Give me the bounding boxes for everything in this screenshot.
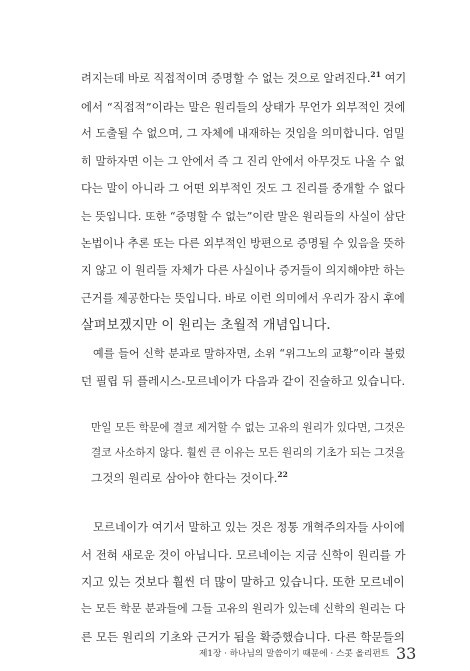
body-line-p3-4: 는 모든 학문 분과들에 그들 고유의 원리가 있는데 신학의 원리는 다: [81, 602, 406, 615]
body-line-p1-9: 근거를 제공한다는 뜻입니다. 바로 이런 의미에서 우리가 잠시 후에: [81, 292, 405, 305]
body-line-p2-1: 예를 들어 신학 분과로 말하자면, 소위 “위그노의 교황”이라 불렀: [93, 347, 406, 360]
body-line-p1-1: 려지는데 바로 직접적이며 증명할 수 없는 것으로 알려진다.$^{21}$ 여기: [81, 70, 407, 85]
body-line-p3-2: 서 전혀 새로운 것이 아닙니다. 모르네이는 지금 신학이 원리를 가: [81, 548, 406, 562]
footnote-ref-22: 22: [277, 470, 288, 479]
body-line-p3-3: 지고 있는 것보다 훨씬 더 많이 말하고 있습니다. 또한 모르네이: [81, 575, 405, 589]
running-head: 제1장 · 하나님의 말씀이기 때문에 · 스콧 올리펀트: [199, 649, 390, 659]
quote-line-1: 만일 모든 학문에 결코 제거할 수 없는 고유의 원리가 있다면, 그것은: [91, 421, 405, 434]
body-line-p1-6: 는 뜻입니다. 또한 “증명할 수 없는”이란 말은 원리들의 사실이 삼단: [81, 210, 406, 223]
quote-line-2: 결코 사소하지 않다. 훨씬 큰 이유는 모든 원리의 기초가 되는 그것을: [91, 446, 405, 459]
body-line-p1-3: 서 도출될 수 없으며, 그 자체에 내재하는 것임을 의미합니다. 엄밀: [81, 127, 405, 140]
footnote-ref-21: 21: [370, 70, 381, 79]
quote-line-3: 그것의 원리로 삼아야 한다는 것이다.$^{22}$: [91, 470, 288, 485]
body-line-p1-10: 살펴보겠지만 이 원리는 초월적 개념입니다.: [81, 318, 331, 333]
body-line-p3-5: 른 모든 원리의 기초와 근거가 됨을 확증했습니다. 다른 학문들의: [81, 630, 405, 644]
body-line-p1-2: 에서 “직접적”이라는 말은 원리들의 상태가 무언가 외부적인 것에: [81, 100, 406, 114]
body-line-p2-2: 던 필립 뒤 플레시스-모르네이가 다음과 같이 진술하고 있습니다.: [81, 374, 406, 388]
page-number: 33: [396, 644, 417, 663]
body-line-p1-4: 히 말하자면 이는 그 안에서 즉 그 진리 안에서 아무것도 나올 수 없: [81, 155, 405, 168]
body-line-p1-5: 다는 말이 아니라 그 어떤 외부적인 것도 그 진리를 중개할 수 없다: [81, 182, 405, 195]
body-line-p1-8: 지 않고 이 원리들 자체가 다른 사실이나 증거들이 의지해야만 하는: [81, 264, 405, 277]
body-line-p1-7: 논법이나 추론 또는 다른 외부적인 방편으로 증명될 수 있음을 뜻하: [81, 237, 405, 250]
body-line-p3-1: 모르네이가 여기서 말하고 있는 것은 정통 개혁주의자들 사이에: [93, 520, 405, 534]
